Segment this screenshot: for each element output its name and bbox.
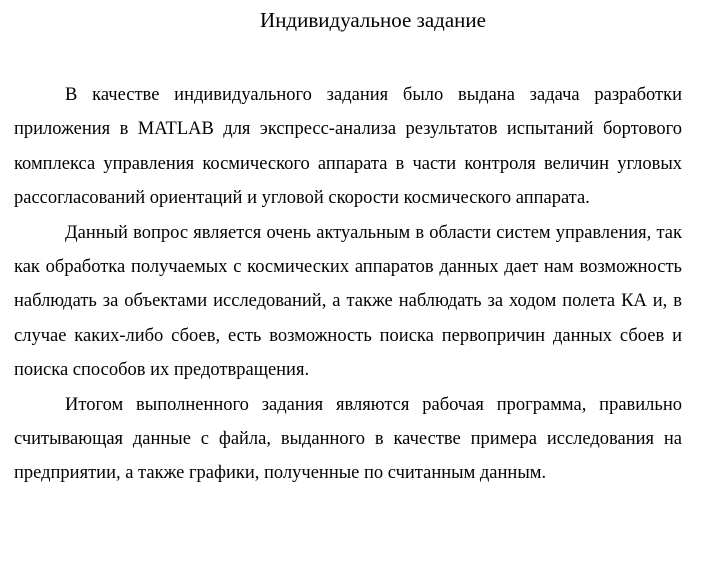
paragraph-relevance: Данный вопрос является очень актуальным в области систем управления, так как обработка получаемых с космических аппаратов данных дает нам возможность наблюдать за объектами исследований, а также наблюдать за ходом полета КА и, в случае каких-либо сбоев, есть возможность поиска первопричин данных сбоев и поиска способов их предотвращения. <box>14 222 682 381</box>
paragraph-task-description: В качестве индивидуального задания было выдана задача разработки приложения в MATLAB для экспресс-анализа результатов испытаний бортового комплекса управления космического аппарата в части контроля величин угловых рассогласований ориентаций и угловой скорости космического аппарата. <box>14 85 682 209</box>
document-title: Индивидуальное задание <box>260 8 486 32</box>
paragraph-result: Итогом выполненного задания являются рабочая программа, правильно считывающая данные с файла, выданного в качестве примера исследования на предприятии, а также графики, полученные по считанным данным. <box>14 394 682 484</box>
document-body <box>14 78 682 491</box>
